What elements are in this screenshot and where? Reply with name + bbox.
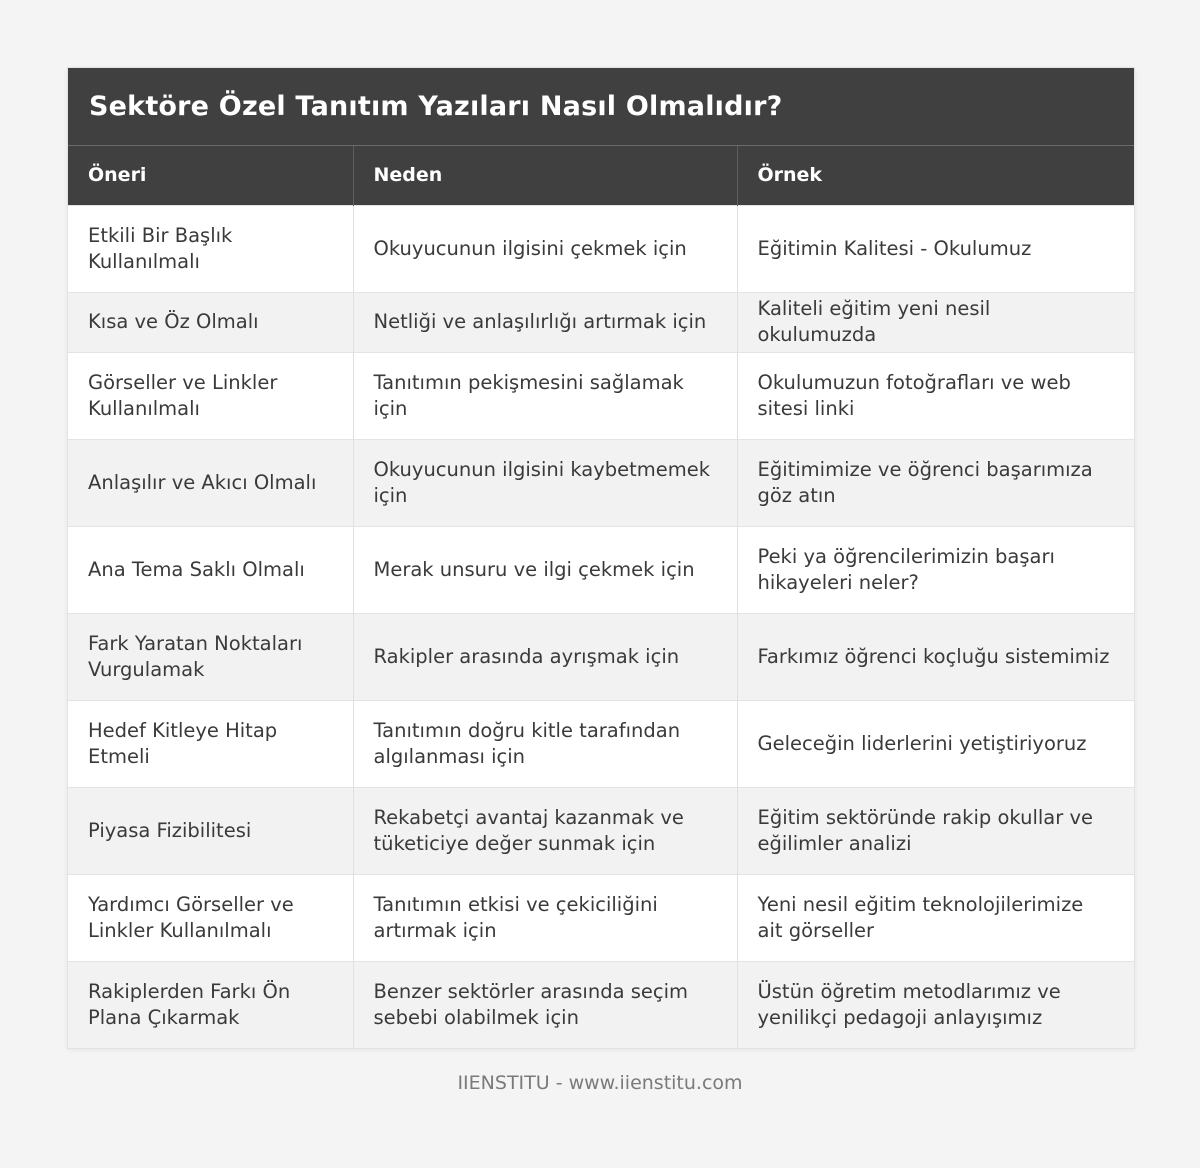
column-header-ornek: Örnek: [757, 164, 823, 187]
cell-oneri: Ana Tema Saklı Olmalı: [68, 526, 353, 613]
table-row: [68, 292, 1134, 352]
cell-neden: Tanıtımın etkisi ve çekiciliğini artırmak için: [353, 874, 737, 961]
recommendation-table: [68, 146, 1134, 1048]
cell-oneri: Fark Yaratan Noktaları Vurgulamak: [68, 613, 353, 700]
cell-ornek: Peki ya öğrencilerimizin başarı hikayeleri neler?: [737, 526, 1134, 613]
cell-oneri: Görseller ve Linkler Kullanılmalı: [68, 352, 353, 439]
cell-neden: Benzer sektörler arasında seçim sebebi olabilmek için: [353, 961, 737, 1048]
cell-oneri: Piyasa Fizibilitesi: [68, 787, 353, 874]
table-title: Sektöre Özel Tanıtım Yazıları Nasıl Olmalıdır?: [68, 68, 1134, 146]
cell-neden: Tanıtımın doğru kitle tarafından algılanması için: [353, 700, 737, 787]
table-row: [68, 205, 1134, 292]
table-header-row: [68, 146, 1134, 205]
cell-neden: Okuyucunun ilgisini kaybetmemek için: [353, 439, 737, 526]
cell-neden: Rakipler arasında ayrışmak için: [353, 613, 737, 700]
table-row: [68, 961, 1134, 1048]
table-row: [68, 526, 1134, 613]
table-row: [68, 787, 1134, 874]
cell-ornek: Farkımız öğrenci koçluğu sistemimiz: [737, 613, 1134, 700]
cell-oneri: Kısa ve Öz Olmalı: [68, 292, 353, 352]
cell-ornek: Eğitim sektöründe rakip okullar ve eğilimler analizi: [737, 787, 1134, 874]
cell-oneri: Hedef Kitleye Hitap Etmeli: [68, 700, 353, 787]
cell-ornek: Eğitimimize ve öğrenci başarımıza göz atın: [737, 439, 1134, 526]
column-header-neden: Neden: [353, 146, 737, 205]
cell-neden: Rekabetçi avantaj kazanmak ve tüketiciye değer sunmak için: [353, 787, 737, 874]
cell-oneri: Rakiplerden Farkı Ön Plana Çıkarmak: [68, 961, 353, 1048]
cell-neden: Netliği ve anlaşılırlığı artırmak için: [353, 292, 737, 352]
cell-neden: Okuyucunun ilgisini çekmek için: [353, 205, 737, 292]
cell-neden: Tanıtımın pekişmesini sağlamak için: [353, 352, 737, 439]
cell-oneri: Yardımcı Görseller ve Linkler Kullanılmalı: [68, 874, 353, 961]
table-row: [68, 874, 1134, 961]
cell-oneri: Etkili Bir Başlık Kullanılmalı: [68, 205, 353, 292]
table-row: [68, 439, 1134, 526]
cell-ornek: Kaliteli eğitim yeni nesil okulumuzda: [737, 292, 1134, 352]
column-header-oneri: Öneri: [68, 146, 353, 205]
cell-ornek: Okulumuzun fotoğrafları ve web sitesi linki: [737, 352, 1134, 439]
footer-credit: IIENSTITU - www.iienstitu.com: [457, 1072, 743, 1094]
cell-neden: Merak unsuru ve ilgi çekmek için: [353, 526, 737, 613]
table-row: [68, 700, 1134, 787]
table-card: [67, 67, 1135, 1049]
cell-ornek: Üstün öğretim metodlarımız ve yenilikçi pedagoji anlayışımız: [737, 961, 1134, 1048]
table-row: [68, 352, 1134, 439]
cell-oneri: Anlaşılır ve Akıcı Olmalı: [68, 439, 353, 526]
cell-ornek: Geleceğin liderlerini yetiştiriyoruz: [737, 700, 1134, 787]
cell-ornek: Eğitimin Kalitesi - Okulumuz: [737, 205, 1134, 292]
table-row: [68, 613, 1134, 700]
cell-ornek: Yeni nesil eğitim teknolojilerimize ait görseller: [737, 874, 1134, 961]
